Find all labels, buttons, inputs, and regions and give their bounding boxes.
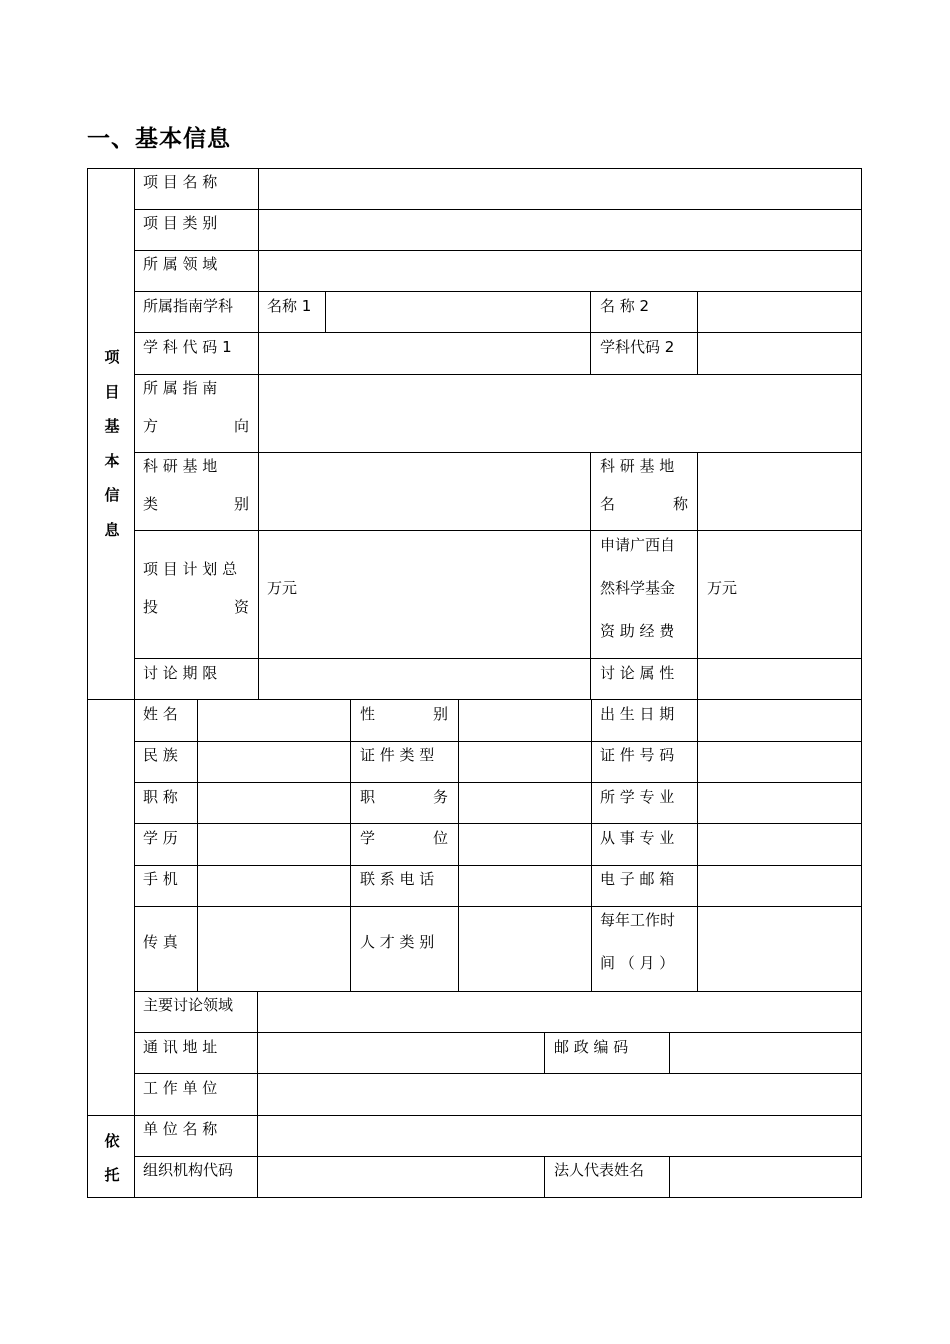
section-char: 项 [104,348,120,366]
section-char: 息 [104,520,120,539]
phone-field[interactable] [459,866,591,906]
label-duty-a: 职 [360,788,376,806]
work-time-field[interactable] [698,907,861,991]
workplace-field[interactable] [258,1074,861,1115]
major-field[interactable] [698,783,861,823]
guide-subject-name1-field[interactable] [326,292,590,332]
label-phone: 联 系 电 话 [360,870,435,888]
label-fund-line3: 资 助 经 费 [600,622,675,640]
name-field[interactable] [198,700,350,741]
label-degree-a: 学 [360,829,376,847]
label-work-time-line1: 每年工作时 [600,911,676,929]
label-project-name: 项 目 名 称 [143,173,218,191]
label-guide-direction: 所 属 指 南 [143,379,218,397]
subject-code1-field[interactable] [259,333,590,374]
label-total-investment-a: 投 [143,598,159,616]
label-legal-rep: 法人代表姓名 [554,1161,645,1179]
label-main-field: 主要讨论领域 [143,996,234,1014]
label-base-name: 科 研 基 地 [600,457,675,475]
period-field[interactable] [259,659,590,699]
guide-subject-name2-field[interactable] [698,292,861,332]
label-unit-name: 单 位 名 称 [143,1120,218,1138]
section-divider [134,168,135,1198]
address-field[interactable] [258,1033,544,1073]
page-title: 一、基本信息 [87,126,231,152]
label-base-name-b: 称 [673,495,689,513]
email-field[interactable] [698,866,861,906]
section-char: 托 [104,1166,120,1184]
table-border-right [861,168,862,1198]
title-rank-field[interactable] [198,783,350,823]
label-education: 学 历 [143,829,178,847]
org-code-field[interactable] [258,1157,544,1197]
label-guide-subject: 所属指南学科 [143,297,234,315]
section-char: 本 [104,451,120,470]
label-guide-direction-b: 向 [234,417,250,435]
section-char: 信 [104,486,120,504]
label-id-number: 证 件 号 码 [600,746,675,764]
label-work-time-line2: 间 （ 月 ） [600,954,675,972]
attribute-field[interactable] [698,659,861,699]
label-postcode: 邮 政 编 码 [554,1038,629,1056]
section-char: 基 [104,417,120,435]
label-base-type-b: 别 [234,495,250,513]
label-workplace: 工 作 单 位 [143,1079,218,1097]
label-project-type: 项 目 类 别 [143,214,218,232]
label-address: 通 讯 地 址 [143,1038,218,1056]
unit-name-field[interactable] [258,1116,861,1156]
label-total-investment: 项 目 计 划 总 [143,560,238,578]
label-base-type-a: 类 [143,495,159,513]
fund-unit: 万元 [707,579,738,597]
guide-direction-field[interactable] [259,375,861,452]
label-fax: 传 真 [143,933,178,951]
total-investment-field[interactable] [259,531,590,658]
label-total-investment-b: 资 [234,598,250,616]
col-line [544,1156,545,1198]
mobile-field[interactable] [198,866,350,906]
ethnic-field[interactable] [198,742,350,782]
table-border-bottom [87,1197,862,1198]
label-talent-type: 人 才 类 别 [360,933,435,951]
fund-amount-field[interactable] [698,531,861,658]
label-name-1: 名称 1 [267,297,312,315]
col-line [544,1032,545,1074]
base-type-field[interactable] [259,453,590,530]
fax-field[interactable] [198,907,350,991]
label-ethnic: 民 族 [143,746,178,764]
field-field[interactable] [259,251,861,291]
id-type-field[interactable] [459,742,591,782]
label-name-2: 名 称 2 [600,297,650,315]
label-major: 所 学 专 业 [600,788,675,806]
label-gender-a: 性 [360,705,376,723]
section-label-unit [98,1124,126,1192]
id-number-field[interactable] [698,742,861,782]
birth-date-field[interactable] [698,700,861,741]
degree-field[interactable] [459,824,591,865]
label-birth-date: 出 生 日 期 [600,705,675,723]
col-line [591,699,592,992]
base-name-field[interactable] [698,453,861,530]
legal-rep-field[interactable] [670,1157,861,1197]
label-email: 电 子 邮 箱 [600,870,675,888]
label-gender-b: 别 [433,705,449,723]
talent-type-field[interactable] [459,907,591,991]
col-line [590,291,591,375]
label-name: 姓 名 [143,705,178,723]
main-field-field[interactable] [258,992,861,1032]
project-type-field[interactable] [259,210,861,250]
work-major-field[interactable] [698,824,861,865]
education-field[interactable] [198,824,350,865]
section-label-project [98,340,126,547]
label-org-code: 组织机构代码 [143,1161,234,1179]
label-duty-b: 务 [433,788,449,806]
label-guide-direction-a: 方 [143,417,159,435]
col-line [350,699,351,992]
col-line [590,452,591,699]
label-mobile: 手 机 [143,870,178,888]
section-char: 目 [104,382,120,401]
gender-field[interactable] [459,700,591,741]
label-code-1: 学 科 代 码 1 [143,338,232,356]
duty-field[interactable] [459,783,591,823]
subject-code2-field[interactable] [698,333,861,374]
label-title-rank: 职 称 [143,788,178,806]
table-border-left [87,168,88,1198]
postcode-field[interactable] [670,1033,861,1073]
section-char: 依 [104,1132,120,1150]
label-degree-b: 位 [433,829,449,847]
label-fund-line1: 申请广西自 [600,536,676,554]
investment-unit: 万元 [267,579,298,597]
label-attribute: 讨 论 属 性 [600,664,675,682]
label-work-major: 从 事 专 业 [600,829,675,847]
label-id-type: 证 件 类 型 [360,746,435,764]
label-base-name-a: 名 [600,495,616,513]
label-code-2: 学科代码 2 [600,338,675,356]
project-name-field[interactable] [259,169,861,209]
label-base-type: 科 研 基 地 [143,457,218,475]
label-fund-line2: 然科学基金 [600,579,676,597]
label-field: 所 属 领 域 [143,255,218,273]
label-period: 讨 论 期 限 [143,664,218,682]
